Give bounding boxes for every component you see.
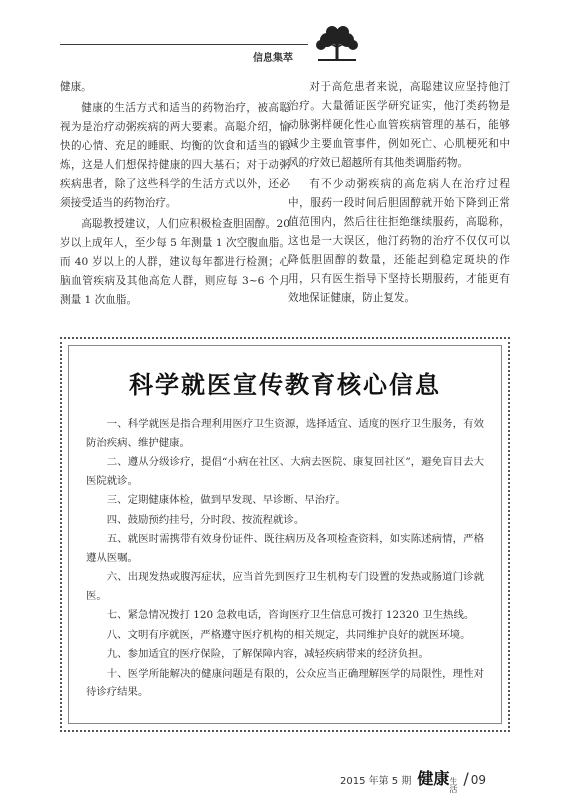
slash-divider: / bbox=[463, 769, 469, 788]
list-item: 一、科学就医是指合理利用医疗卫生资源，选择适宜、适度的医疗卫生服务，有效防治疾病、维护健康。 bbox=[86, 418, 484, 449]
magazine-brand-sub: 生活 bbox=[449, 777, 458, 794]
list-item: 五、就医时需携带有效身份证件、既往病历及各项检查资料，如实陈述病情，严格遵从医嘱。 bbox=[86, 533, 484, 564]
notice-title: 科学就医宣传教育核心信息 bbox=[129, 371, 441, 399]
page-number: 09 bbox=[470, 773, 487, 787]
list-item: 六、出现发热或腹泻症状，应当首先到医疗卫生机构专门设置的发热或肠道门诊就医。 bbox=[86, 571, 484, 602]
paragraph: 健康的生活方式和适当的药物治疗，被高聪视为是治疗动粥疾病的两大要素。高聪介绍，愉快的心情、充足的睡眠、均衡的饮食和适当的锻炼，这是人们想保持健康的四大基石；对于动粥疾病患者，除了这些科学的生活方式以外，还必须接受适当的药物治疗。 bbox=[60, 102, 290, 209]
tree-icon bbox=[312, 24, 362, 64]
magazine-brand: 健康 bbox=[417, 769, 450, 788]
section-label: 信息集萃 bbox=[253, 53, 293, 64]
notice-box bbox=[60, 337, 510, 732]
list-item: 三、定期健康体检，做到早发现、早诊断、早治疗。 bbox=[106, 494, 346, 506]
list-item: 二、遵从分级诊疗，提倡“小病在社区、大病去医院、康复回社区”，避免盲目去大医院就诊。 bbox=[86, 456, 484, 487]
list-item: 八、文明有序就医，严格遵守医疗机构的相关规定，共同维护良好的就医环境。 bbox=[106, 628, 471, 641]
paragraph: 有不少动粥疾病的高危病人在治疗过程中，服药一段时间后胆固醇就开始下降到正常值范围内，然后往往拒绝继续服药，高聪称，这也是一大误区，他汀药物的治疗不仅仅可以降低胆固醇的数量，还能起到稳定斑块的作用，只有医生指导下坚持长期服药，才能更有效地保证健康，防止复发。 bbox=[288, 178, 510, 304]
paragraph: 对于高危患者来说，高聪建议应坚持他汀治疗。大量循证医学研究证实，他汀类药物是动脉粥样硬化性心血管疾病管理的基石，能够减少主要血管事件，例如死亡、心肌梗死和中风的疗效已超越所有其他类调脂药物。 bbox=[288, 81, 510, 169]
list-item: 十、医学所能解决的健康问题是有限的，公众应当正确理解医学的局限性，理性对待诊疗结果。 bbox=[86, 667, 484, 698]
notice-list bbox=[86, 415, 484, 703]
left-column bbox=[60, 78, 290, 312]
issue-label: 2015 年第 5 期 bbox=[340, 776, 412, 787]
right-column bbox=[288, 78, 510, 310]
paragraph: 高聪教授建议，人们应积极检查胆固醇。20 岁以上成年人，至少每 5 年测量 1 次空腹血脂。而 40 岁以上的人群，建议每年都进行检测；心脑血管疾病及其他高危人群，则应每 3~6 个月测量 1 次血脂。 bbox=[60, 218, 290, 306]
header-rule bbox=[60, 44, 308, 45]
list-item: 四、鼓励预约挂号，分时段、按流程就诊。 bbox=[106, 513, 305, 526]
list-item: 七、紧急情况拨打 120 急救电话，咨询医疗卫生信息可拨打 12320 卫生热线。 bbox=[106, 609, 475, 621]
page-footer bbox=[340, 766, 486, 794]
paragraph: 健康。 bbox=[60, 81, 92, 93]
list-item: 九、参加适宜的医疗保险，了解保障内容，减轻疾病带来的经济负担。 bbox=[106, 648, 429, 660]
